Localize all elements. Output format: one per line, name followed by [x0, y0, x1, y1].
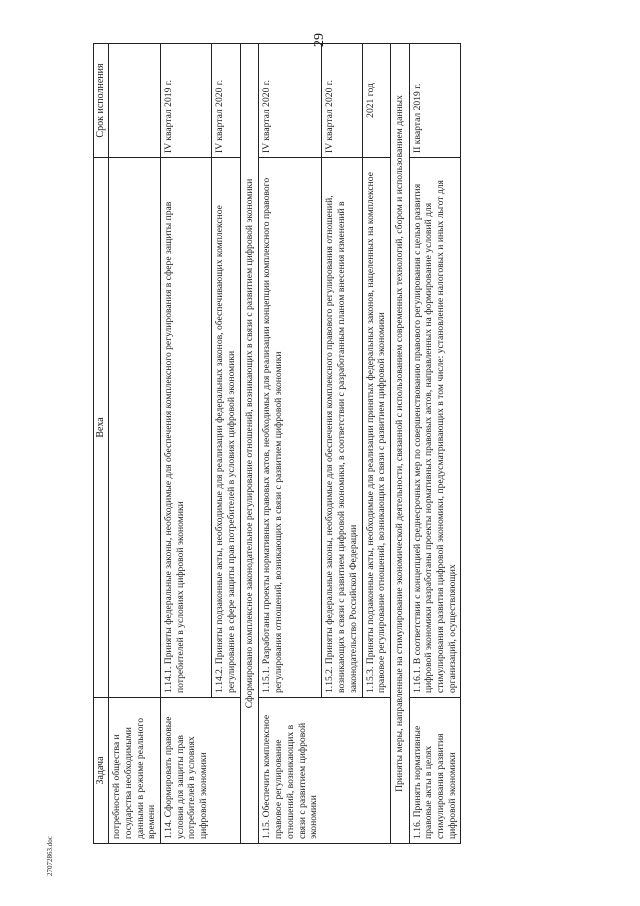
table-row [109, 44, 161, 844]
section-heading: Сформировано комплексное законодательное регулирование отношений, возникающих в связи с развитием цифровой экономики [240, 44, 259, 844]
term-cell [109, 44, 161, 158]
table-row [212, 44, 240, 844]
milestone-cell [109, 158, 161, 698]
table-row [362, 44, 390, 844]
term-cell: IV квартал 2020 г. [212, 44, 240, 158]
task-cell [212, 698, 240, 844]
milestone-cell: 1.16.1. В соответствии с концепцией среднесрочных мер по совершенствованию правового регулирования с целью развития цифровой экономики разработаны проекты нормативных правовых актов, направленных на формирование условий для стимулирования развития цифровой экономики, предусматривающих в том числе: установление налоговых и иных льгот для организаций, осуществляющих [409, 158, 461, 698]
milestone-cell: 1.15.3. Приняты подзаконные акты, необходимые для реализации принятых федеральных законов, нацеленных на комплексное правовое регулирование отношений, возникающих в связи с развитием цифровой экономики [362, 158, 390, 698]
table-row [322, 44, 362, 844]
file-code-footer: 27072863.doc [46, 836, 54, 876]
term-cell: 2021 год [362, 44, 390, 158]
section-row [390, 44, 409, 844]
section-heading: Приняты меры, направленные на стимулирование экономической деятельности, связанной с использованием современных технологий, сбором и использованием данных [390, 44, 409, 844]
header-task: Задача [94, 698, 109, 844]
page-number: 29 [312, 33, 327, 47]
table-row [161, 44, 212, 844]
table-row [259, 44, 322, 844]
milestone-cell: 1.15.1. Разработаны проекты нормативных правовых актов, необходимых для реализации концепции комплексного правового регулирования отношений, возникающих в связи с развитием цифровой экономики [259, 158, 322, 698]
roadmap-table [93, 43, 461, 844]
milestone-cell: 1.14.2. Приняты подзаконные акты, необходимые для реализации федеральных законов, обеспечивающих комплексное регулирование в сфере защиты прав потребителей в условиях цифровой экономики [212, 158, 240, 698]
task-cell: 1.16. Принять нормативные правовые акты в целях стимулирования развития цифровой экономики [409, 698, 461, 844]
header-milestone: Веха [94, 158, 109, 698]
task-cell: 1.14. Сформировать правовые условия для защиты прав потребителей в условиях цифровой экономики [161, 698, 212, 844]
milestone-cell: 1.15.2. Приняты федеральные законы, необходимые для обеспечения комплексного правового регулирования отношений, возникающих в связи с развитием цифровой экономики, в соответствии с разработанным планом внесения изменений в законодательство Российской Федерации [322, 158, 362, 698]
section-row [240, 44, 259, 844]
task-cell [322, 698, 362, 844]
table-header-row [94, 44, 109, 844]
term-cell: IV квартал 2020 г. [259, 44, 322, 158]
rotated-table-sheet [93, 44, 565, 844]
term-cell: IV квартал 2019 г. [161, 44, 212, 158]
task-cell [362, 698, 390, 844]
header-term: Срок исполнения [94, 44, 109, 158]
term-cell: IV квартал 2020 г. [322, 44, 362, 158]
task-cell: потребностей общества и государства необходимыми данными в режиме реального времени [109, 698, 161, 844]
milestone-cell: 1.14.1. Приняты федеральные законы, необходимые для обеспечения комплексного регулирования в сфере защиты прав потребителей в условиях цифровой экономики [161, 158, 212, 698]
term-cell: II квартал 2019 г. [409, 44, 461, 158]
table-row [409, 44, 461, 844]
task-cell: 1.15. Обеспечить комплексное правовое регулирование отношений, возникающих в связи с развитием цифровой экономики [259, 698, 322, 844]
